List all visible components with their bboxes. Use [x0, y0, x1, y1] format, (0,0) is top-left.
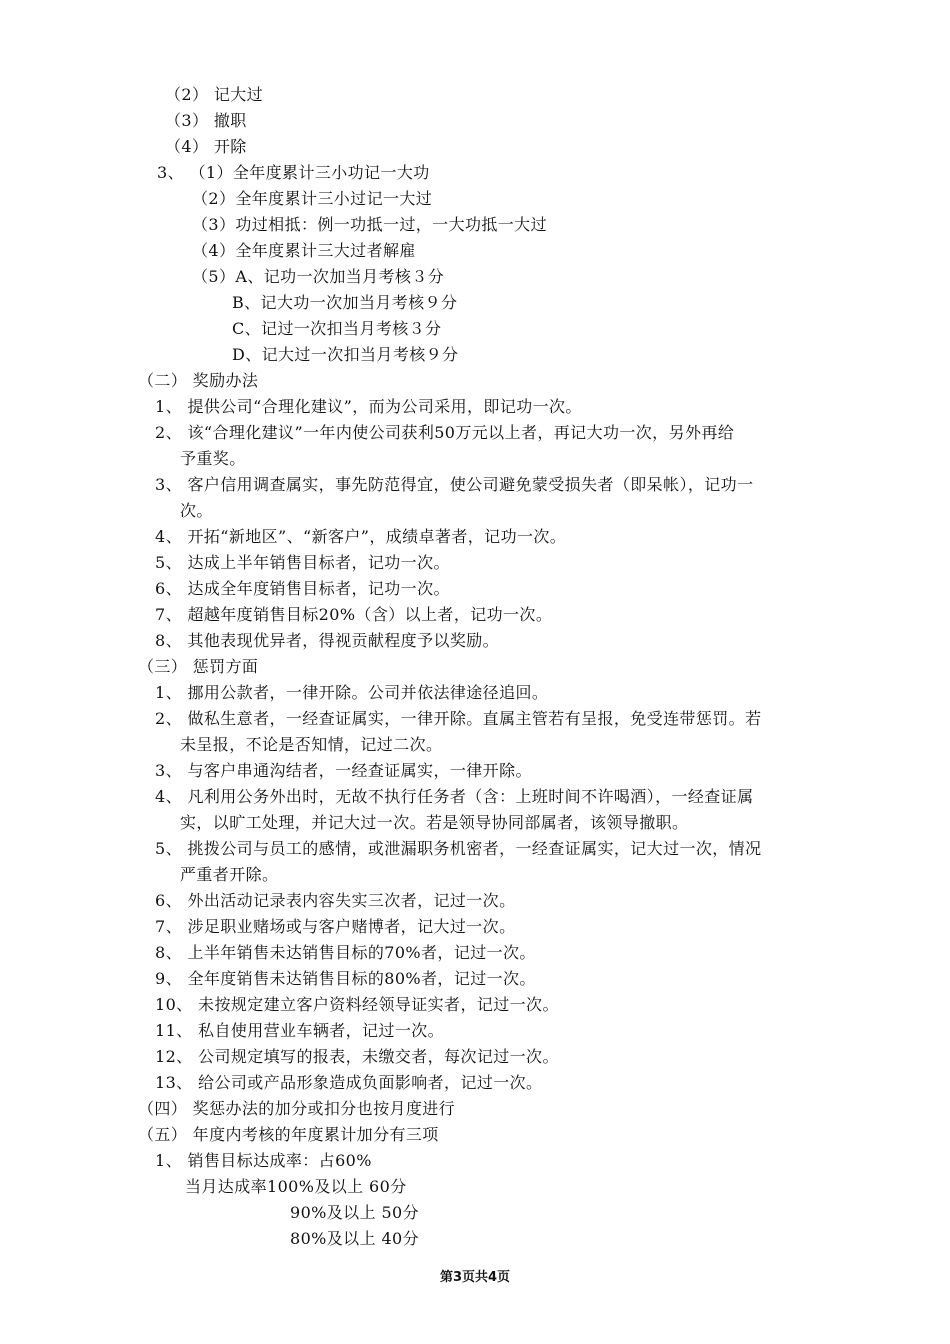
text-line: 4、 凡利用公务外出时，无故不执行任务者（含：上班时间不许喝酒），一经查证属 [155, 787, 754, 806]
text-line: 3、 客户信用调查属实，事先防范得宜，使公司避免蒙受损失者（即呆帐），记功一 [155, 475, 754, 494]
text-line: 10、 未按规定建立客户资料经领导证实者，记过一次。 [155, 995, 559, 1014]
text-line: 8、 其他表现优异者，得视贡献程度予以奖励。 [155, 631, 500, 650]
text-line: 1、 挪用公款者，一律开除。公司并依法律途径追回。 [155, 683, 549, 702]
text-line: 12、 公司规定填写的报表，未缴交者，每次记过一次。 [155, 1047, 559, 1066]
text-line: （4） 开除 [165, 137, 247, 156]
text-line: 2、 做私生意者，一经查证属实，一律开除。直属主管若有呈报，免受连带惩罚。若 [155, 709, 762, 728]
text-line: 当月达成率100%及以上 60分 [185, 1177, 407, 1196]
text-line: 予重奖。 [180, 449, 246, 468]
page-footer: 第3页共4页 [439, 1270, 511, 1285]
text-line: 严重者开除。 [180, 865, 279, 884]
text-line: 1、 提供公司“合理化建议”，而为公司采用，即记功一次。 [155, 397, 582, 416]
text-line: 7、 涉足职业赌场或与客户赌博者，记大过一次。 [155, 917, 516, 936]
text-line: 6、 外出活动记录表内容失实三次者，记过一次。 [155, 891, 516, 910]
text-line: （3） 撤职 [165, 111, 247, 130]
section-heading: （五） 年度内考核的年度累计加分有三项 [138, 1125, 439, 1144]
text-line: （3）功过相抵：例一功抵一过，一大功抵一大过 [192, 215, 547, 234]
text-line: 8、 上半年销售未达销售目标的70%者，记过一次。 [155, 943, 536, 962]
text-line: 7、 超越年度销售目标20%（含）以上者，记功一次。 [155, 605, 553, 624]
text-line: 3、 （1）全年度累计三小功记一大功 [157, 163, 430, 182]
text-line: （4）全年度累计三大过者解雇 [192, 241, 416, 260]
text-line: （2）全年度累计三小过记一大过 [192, 189, 433, 208]
section-heading: （二） 奖励办法 [138, 371, 259, 390]
text-line: 次。 [180, 501, 213, 520]
section-heading: （三） 惩罚方面 [138, 657, 259, 676]
text-line: 5、 达成上半年销售目标者，记功一次。 [155, 553, 450, 572]
text-line: C、记过一次扣当月考核３分 [232, 319, 442, 338]
text-line: （2） 记大过 [165, 85, 264, 104]
text-line: B、记大功一次加当月考核９分 [232, 293, 458, 312]
text-line: 实，以旷工处理，并记大过一次。若是领导协同部属者，该领导撤职。 [180, 813, 689, 832]
text-line: 4、 开拓“新地区”、“新客户”，成绩卓著者，记功一次。 [155, 527, 567, 546]
text-line: 80%及以上 40分 [290, 1229, 420, 1248]
text-line: 6、 达成全年度销售目标者，记功一次。 [155, 579, 450, 598]
text-line: 9、 全年度销售未达销售目标的80%者，记过一次。 [155, 969, 536, 988]
text-line: 11、 私自使用营业车辆者，记过一次。 [155, 1021, 445, 1040]
text-line: D、记大过一次扣当月考核９分 [232, 345, 459, 364]
section-heading: （四） 奖惩办法的加分或扣分也按月度进行 [138, 1099, 456, 1118]
text-line: 1、 销售目标达成率：占60% [155, 1151, 372, 1170]
text-line: 3、 与客户串通沟结者，一经查证属实，一律开除。 [155, 761, 532, 780]
text-line: 2、 该“合理化建议”一年内使公司获利50万元以上者，再记大功一次，另外再给 [155, 423, 735, 442]
text-line: （5）A、记功一次加当月考核３分 [192, 267, 445, 286]
text-line: 90%及以上 50分 [290, 1203, 420, 1222]
text-line: 5、 挑拨公司与员工的感情，或泄漏职务机密者，一经查证属实，记大过一次，情况 [155, 839, 762, 858]
text-line: 未呈报，不论是否知情，记过二次。 [180, 735, 443, 754]
text-line: 13、 给公司或产品形象造成负面影响者，记过一次。 [155, 1073, 543, 1092]
